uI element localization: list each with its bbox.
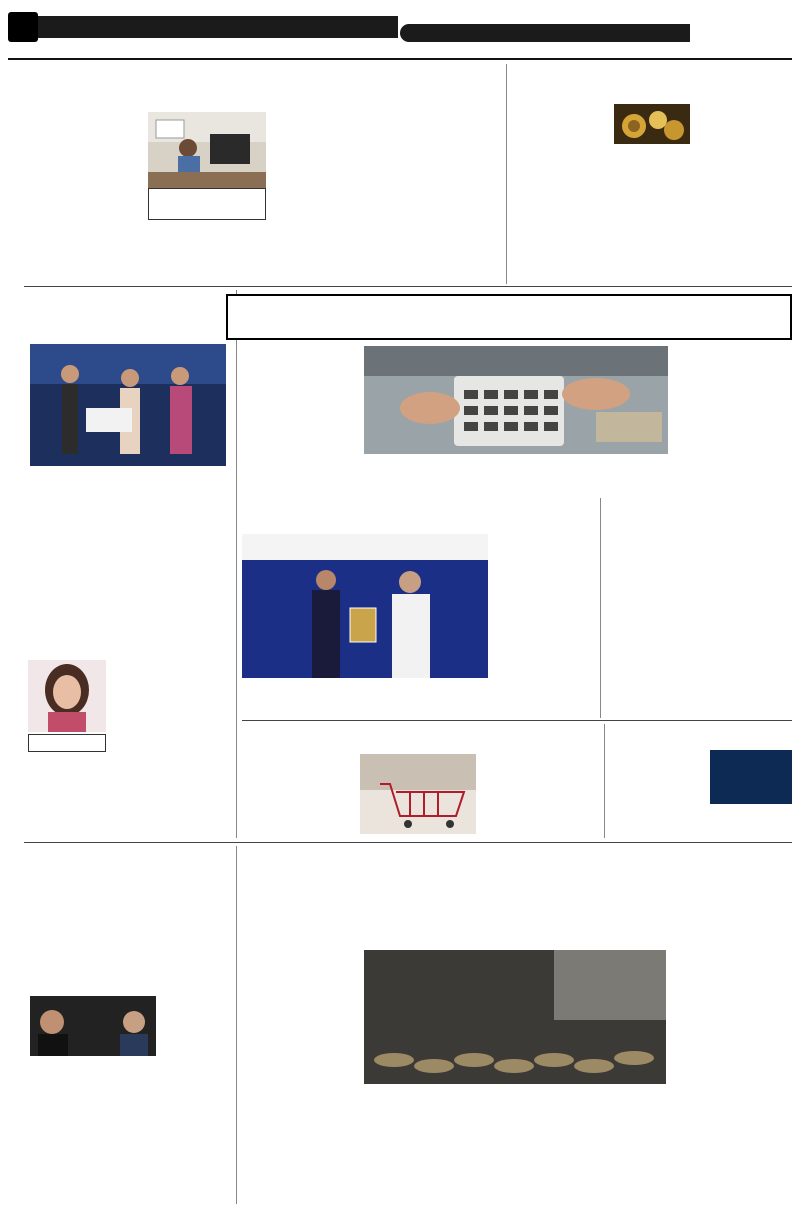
print-color-bar — [14, 1210, 784, 1218]
column-divider — [236, 846, 237, 1204]
epari-photo — [30, 344, 226, 466]
udan-subhead — [702, 524, 792, 584]
odia-date-strip — [400, 24, 690, 42]
isi-headline — [24, 66, 496, 104]
section-rule — [24, 842, 792, 843]
adani-headline — [24, 846, 230, 906]
silver-body-col-2 — [614, 148, 690, 282]
isi-body-col-1 — [24, 112, 144, 282]
ai-body-col-2 — [480, 754, 600, 838]
newspaper-logo — [690, 4, 794, 52]
juhi-body-col-2 — [24, 756, 230, 838]
silver-headline — [512, 66, 792, 100]
taxpayers-headline — [226, 294, 792, 340]
adani-caption — [30, 1058, 226, 1080]
epari-headline — [24, 290, 234, 340]
taxpayers-body-col-3 — [674, 346, 792, 494]
column-divider — [604, 724, 605, 838]
jewellery-photo — [614, 104, 690, 144]
gdp-body-col-1 — [242, 950, 360, 1204]
adani-body-col-3 — [24, 1082, 230, 1204]
market-headline — [610, 726, 792, 746]
juhi-headline — [24, 636, 230, 656]
taxpayers-body-col-2 — [364, 458, 668, 494]
isi-body-col-2 — [148, 226, 266, 282]
juhi-photo — [28, 660, 106, 732]
icc-photo — [242, 534, 488, 678]
taxpayers-body-col-1 — [242, 346, 360, 494]
juhi-caption — [28, 734, 106, 752]
date-strip — [38, 16, 398, 38]
epari-body — [24, 470, 230, 630]
section-badge — [8, 12, 38, 42]
section-rule — [242, 720, 792, 721]
icc-headline — [242, 498, 596, 530]
calculator-photo — [364, 346, 668, 454]
ai-body-col-1 — [242, 754, 356, 838]
adani-body-col-2 — [160, 996, 230, 1058]
isi-caption — [148, 188, 266, 220]
column-divider — [236, 290, 237, 838]
adani-body-col-1 — [24, 912, 230, 992]
isi-photo — [148, 112, 266, 188]
icc-body-col-2 — [492, 534, 596, 718]
juhi-body-col-1 — [110, 660, 230, 752]
dharma-photo — [30, 996, 156, 1056]
gdp-headline — [244, 898, 792, 944]
masthead-left-strip — [8, 14, 398, 40]
udan-headline — [606, 500, 792, 520]
isi-body-col-4 — [390, 112, 500, 282]
market-body-col-2 — [610, 806, 792, 838]
udan-body-col-2 — [606, 588, 792, 716]
shopping-photo — [360, 754, 476, 834]
gdp-body-col-2 — [364, 1088, 666, 1204]
udan-body-col-1 — [606, 524, 700, 584]
silver-body-col-3 — [696, 104, 792, 282]
silver-body-col-1 — [512, 104, 608, 282]
masthead-rule — [8, 58, 792, 60]
icc-body-col-1 — [242, 682, 488, 718]
market-chart — [710, 750, 792, 804]
ai-headline — [252, 724, 600, 750]
column-divider — [600, 498, 601, 718]
gdp-photo — [364, 950, 666, 1084]
section-rule — [24, 286, 792, 287]
masthead — [0, 0, 800, 58]
gdp-body-col-3 — [672, 950, 792, 1204]
isi-body-col-3 — [272, 112, 384, 282]
column-divider — [506, 64, 507, 284]
